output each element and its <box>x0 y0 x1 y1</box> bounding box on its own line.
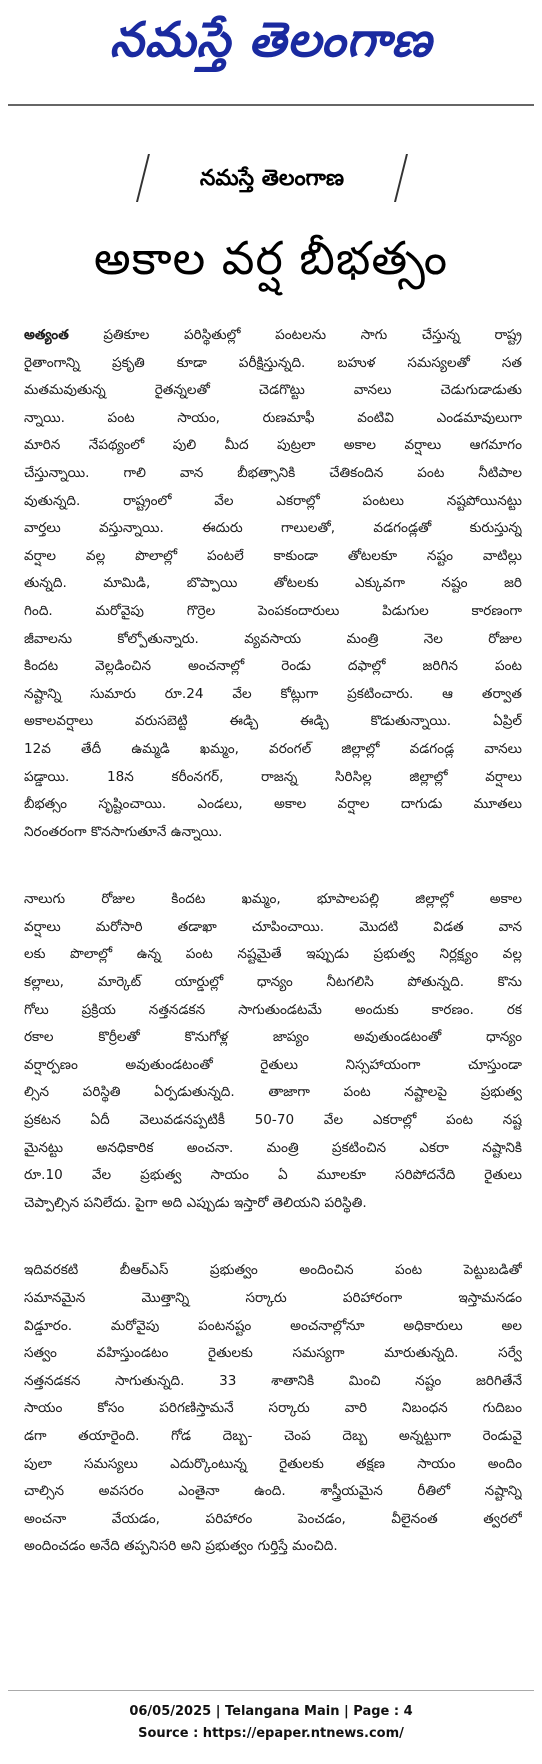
article-line: అకాలవర్షాలు వరుసబెట్టి ఈడ్చి ఈడ్చి కొడుతున్నాయి. ఏప్రిల్ <box>24 713 522 730</box>
article-line: వర్షాలు మరోసారి తడాఖా చూపించాయి. మొదటి విడత వాన <box>24 918 522 935</box>
article-line: ఇదివరకటి బీఆర్ఎస్ ప్రభుత్వం అందించిన పంట పెట్టుబడితో <box>24 1262 522 1279</box>
article-line: డగా తయారైంది. గోడ దెబ్బ- చెంప దెబ్బ అన్నట్టుగా రెండువై <box>24 1427 522 1444</box>
article-line: ప్రకటన ఏదీ వెలువడనప్పటికీ 50-70 వేల ఎకరాల్లో పంట నష్ట <box>24 1112 522 1129</box>
article-line: జీవాలను కోల్పోతున్నారు. వ్యవసాయ మంత్రి నెల రోజుల <box>24 630 522 647</box>
article-line: గింది. మరోవైపు గొర్రెల పెంపకందారులు పిడుగుల కారణంగా <box>24 602 522 619</box>
article-line: 12వ తేదీ ఉమ్మడి ఖమ్మం, వరంగల్ జిల్లాల్లో వడగండ్ల వానలు <box>24 740 522 757</box>
article-line: విడ్డూరం. మరోవైపు పంటనష్టం అంచనాల్లోనూ అధికారులు అల <box>24 1317 522 1334</box>
section-tag-label: నమస్తే తెలంగాణ <box>199 164 345 191</box>
masthead-title: నమస్తే తెలంగాణ <box>109 12 433 68</box>
edition-info: 06/05/2025 | Telangana Main | Page : 4 <box>129 1704 413 1719</box>
article-line: నష్టాన్ని సుమారు రూ.24 వేల కోట్లుగా ప్రకటించారు. ఆ తర్వాత <box>24 685 522 702</box>
footer-divider <box>8 1690 534 1691</box>
source-credit: Source : https://epaper.ntnews.com/ <box>138 1726 404 1741</box>
article-line: నాలుగు రోజుల కిందట ఖమ్మం, భూపాలపల్లి జిల్లాల్లో అకాల <box>24 891 522 908</box>
article-line: వర్షార్పణం అవుతుండటంతో రైతులు నిస్సహాయంగా చూస్తుండా <box>24 1056 522 1073</box>
article-line: వర్షాల వల్ల పొలాల్లో పంటలే కాకుండా తోటలకూ నష్టం వాటిల్లు <box>24 547 522 564</box>
article-line <box>24 322 522 350</box>
article-line: వార్తలు వస్తున్నాయి. ఈదురు గాలులతో, వడగండ్లతో కురుస్తున్న <box>24 520 522 537</box>
headline-text: అకాల వర్ష బీభత్సం <box>93 231 449 285</box>
newspaper-masthead <box>0 8 542 84</box>
article-line: అంచనా వేయడం, పరిహారం పెంచడం, వీలైనంత త్వరలో <box>24 1510 522 1527</box>
article-line: చేస్తున్నాయి. గాలి వాన బీభత్సానికి చేతికందిన పంట నీటిపాల <box>24 464 522 481</box>
article-line: వుతున్నది. రాష్ట్రంలో వేల ఎకరాల్లో పంటలు నష్టపోయినట్టు <box>24 492 522 509</box>
article-line: ల్సిన పరిస్థితి ఏర్పడుతున్నది. తాజాగా పంట నష్టాలపై ప్రభుత్వ <box>24 1084 522 1101</box>
lead-word: అత్యంత <box>24 327 69 343</box>
article-paragraph <box>24 886 522 1217</box>
article-line: బీభత్సం సృష్టించాయి. ఎండలు, అకాల వర్షాల దాగుడు మూతలు <box>24 796 522 813</box>
article-paragraph <box>24 322 522 846</box>
article-line: రూ.10 వేల ప్రభుత్వ సాయం ఏ మూలకూ సరిపోదనేది రైతులు <box>24 1167 522 1184</box>
article-line: మతమవుతున్న రైతన్నలతో చెడగొట్టు వానలు చెడుగుడాడుతు <box>24 382 522 399</box>
section-tag-slash-right <box>394 154 408 202</box>
article-line: కల్లాలు, మార్కెట్ యార్డుల్లో ధాన్యం నీటగలిసి పోతున్నది. కొను <box>24 974 522 991</box>
paragraph-gap <box>24 1217 522 1257</box>
article-body <box>24 322 522 1561</box>
article-line: గోలు ప్రక్రియ నత్తనడకన సాగుతుండటమే అందుకు కారణం. రక <box>24 1001 522 1018</box>
article-line: అందించడం అనేది తప్పనిసరి అని ప్రభుత్వం గుర్తిస్తే మంచిది. <box>24 1538 338 1555</box>
section-tag <box>138 154 406 206</box>
article-line: సత్వం వహిస్తుండటం రైతులకు సమస్యగా మారుతున్నది. సర్వే <box>24 1345 522 1362</box>
article-paragraph <box>24 1257 522 1561</box>
article-line: మైనట్టు అనధికారిక అంచనా. మంత్రి ప్రకటించిన ఎకరా నష్టానికి <box>24 1139 522 1156</box>
article-line: మారిన నేపథ్యంలో పులి మీద పుట్రలా అకాల వర్షాలు ఆగమాగం <box>24 437 522 454</box>
article-line: పులా సమస్యలు ఎదుర్కొంటున్న రైతులకు తక్షణ సాయం అందిం <box>24 1455 522 1472</box>
paragraph-gap <box>24 846 522 886</box>
article-line: రైతాంగాన్ని ప్రకృతి కూడా పరీక్షిస్తున్నది. బహుళ సమస్యలతో సత <box>24 354 522 371</box>
article-line: సాయం కోసం పరిగణిస్తామనే సర్కారు వారి నిబంధన గుదిబం <box>24 1400 522 1417</box>
lead-line-text: ప్రతికూల పరిస్థితుల్లో పంటలను సాగు చేస్తున్న రాష్ట్ర <box>68 327 522 343</box>
article-line: రకాల కొర్రీలతో కొనుగోళ్ల జాప్యం అవుతుండటంతో ధాన్యం <box>24 1029 522 1046</box>
article-line: న్నాయి. పంట సాయం, రుణమాఫీ వంటివి ఎండమావులుగా <box>24 409 522 426</box>
article-line: సమానమైన మొత్తాన్ని సర్కారు పరిహారంగా ఇస్తామనడం <box>24 1290 522 1306</box>
article-line: పడ్డాయి. 18న కరీంనగర్, రాజన్న సిరిసిల్ల జిల్లాల్లో వర్షాలు <box>24 768 522 785</box>
article-line: చాల్సిన అవసరం ఎంతైనా ఉంది. శాస్త్రీయమైన రీతిలో నష్టాన్ని <box>24 1483 522 1500</box>
article-line: లకు పొలాల్లో ఉన్న పంట నష్టమైతే ఇప్పుడు ప్రభుత్వ నిర్లక్ష్యం వల్ల <box>24 946 522 963</box>
article-line: కిందట వెల్లడించిన అంచనాల్లో రెండు దఫాల్లో జరిగిన పంట <box>24 658 522 675</box>
article-line: నత్తనడకన సాగుతున్నది. 33 శాతానికి మించి నష్టం జరిగితేనే <box>24 1372 522 1389</box>
section-tag-slash-left <box>136 154 150 202</box>
article-headline <box>0 216 542 312</box>
article-line: నిరంతరంగా కొనసాగుతూనే ఉన్నాయి. <box>24 823 223 840</box>
article-line: తున్నది. మామిడి, బొప్పాయి తోటలకు ఎక్కువగా నష్టం జరి <box>24 575 522 592</box>
article-line: చెప్పాల్సిన పనిలేదు. పైగా అది ఎప్పుడు ఇస్తారో తెలియని పరిస్థితి. <box>24 1194 367 1211</box>
masthead-divider <box>8 104 534 106</box>
